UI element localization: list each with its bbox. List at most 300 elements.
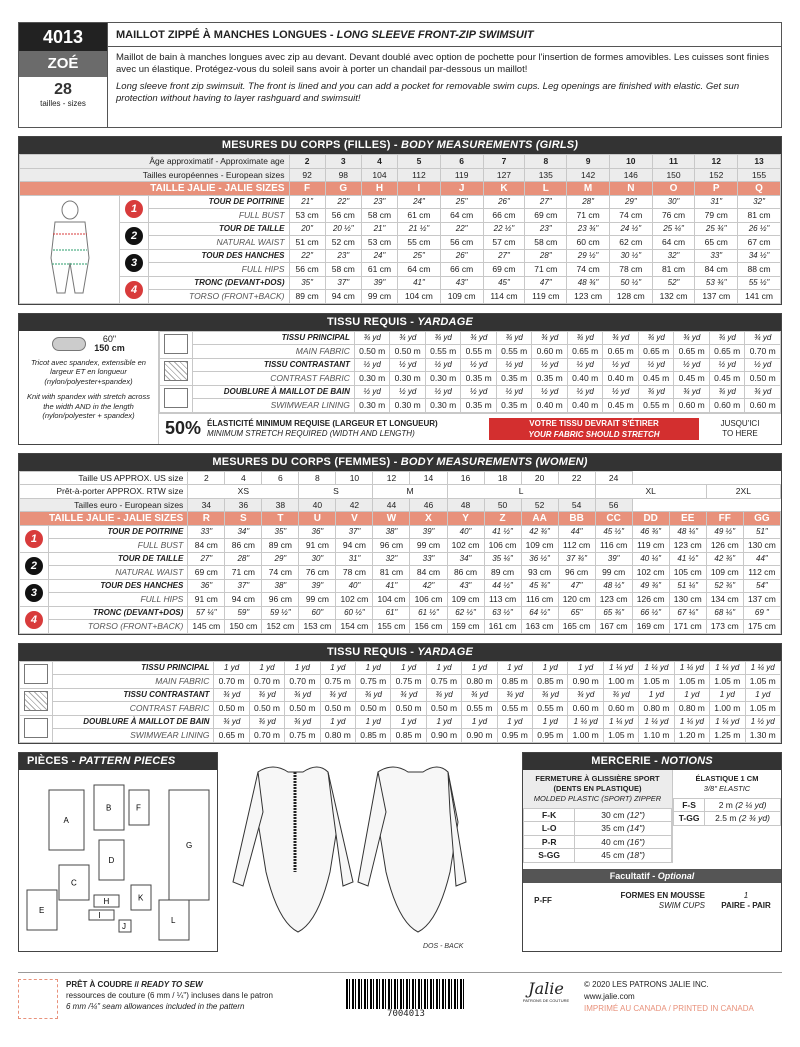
- measure-label-fr: TOUR DES HANCHES: [100, 581, 184, 591]
- meter-cell: 0.75 m: [356, 675, 391, 689]
- title-en: NOTIONS: [661, 754, 713, 767]
- yard-cell: ½ yd: [603, 385, 639, 399]
- yard-cell: 1 ¼ yd: [639, 661, 674, 675]
- age-cell: 13: [738, 155, 781, 169]
- inch-cell: 53 ¾": [695, 276, 738, 290]
- meter-cell: 0.65 m: [603, 345, 639, 359]
- inch-cell: 28": [525, 249, 567, 263]
- yard-cell: ¾ yd: [603, 331, 639, 345]
- jalie-size: U: [299, 512, 336, 526]
- yard-cell: 1 ¼ yd: [710, 715, 745, 729]
- eu-cell: 34: [188, 498, 225, 512]
- measure-label-en: FULL BUST: [149, 209, 289, 223]
- eu-cell: 98: [325, 168, 361, 182]
- measure-label-fr: TRONC (DEVANT+DOS): [93, 608, 184, 618]
- us-cell: 24: [595, 471, 632, 485]
- girls-table: [19, 154, 781, 304]
- cm-cell: 109 cm: [521, 539, 558, 553]
- inch-cell: 52": [652, 276, 695, 290]
- table-row: [20, 155, 781, 169]
- swimsuit-illustration: [218, 752, 468, 952]
- cm-cell: 137 cm: [743, 593, 780, 607]
- measure-label-fr: TOUR DE TAILLE: [219, 224, 285, 234]
- jalie-size: R: [188, 512, 225, 526]
- inch-cell: 21": [361, 222, 397, 236]
- inch-cell: 42 ¾": [706, 552, 743, 566]
- meter-cell: 1.20 m: [674, 729, 709, 743]
- inch-cell: 45 ¾": [521, 579, 558, 593]
- meter-cell: 0.50 m: [320, 702, 355, 716]
- yard-cell: 1 ¼ yd: [568, 715, 603, 729]
- to-fr: JUSQU'ICI: [720, 418, 760, 428]
- rtw-cell: 2XL: [706, 485, 780, 499]
- cm-cell: 130 cm: [669, 593, 706, 607]
- measure-1-icon: 1: [125, 200, 143, 218]
- inch-cell: 22": [289, 249, 325, 263]
- front-body: [258, 767, 338, 932]
- measure-label: [48, 606, 187, 620]
- jalie-logo: [516, 979, 576, 1032]
- cm-cell: 94 cm: [225, 593, 262, 607]
- yardage-label-en: CONTRAST FABRIC: [193, 372, 355, 386]
- cm-cell: 99 cm: [361, 290, 397, 304]
- table-row: [20, 222, 781, 236]
- cm-cell: 120 cm: [558, 593, 595, 607]
- stretch-to-here: [705, 419, 775, 439]
- measure-label: [149, 276, 289, 290]
- inch-cell: 42 ¾": [521, 525, 558, 539]
- cm-cell: 134 cm: [706, 593, 743, 607]
- table-row: [160, 399, 781, 413]
- inch-cell: 24": [361, 249, 397, 263]
- jalie-size: X: [410, 512, 447, 526]
- meter-cell: 0.30 m: [354, 399, 390, 413]
- rtw-cell: S: [299, 485, 373, 499]
- zip-length: 30 cm (12"): [575, 808, 672, 822]
- inch-cell: 23": [525, 222, 567, 236]
- women-yardage-table: [19, 661, 781, 743]
- cm-cell: 106 cm: [484, 539, 521, 553]
- us-cell: 6: [262, 471, 299, 485]
- cm-cell: 106 cm: [410, 593, 447, 607]
- yardage-label-en: CONTRAST FABRIC: [52, 702, 213, 716]
- inch-cell: 48 ¼": [669, 525, 706, 539]
- stretch-en: MINIMUM STRETCH REQUIRED (WIDTH AND LENGTH): [207, 428, 415, 438]
- us-label: Taille US APPROX. US size: [20, 471, 188, 485]
- yard-cell: ½ yd: [354, 385, 390, 399]
- measure-3-icon: 3: [125, 254, 143, 272]
- eu-cell: 146: [609, 168, 652, 182]
- yard-cell: 1 yd: [320, 661, 355, 675]
- swatch-cell: [160, 385, 193, 412]
- fabric-width-values: [94, 335, 125, 354]
- body-figure: [25, 198, 115, 298]
- table-row: [20, 182, 781, 196]
- jalie-size: N: [609, 182, 652, 196]
- jalie-size: EE: [669, 512, 706, 526]
- piece-label: G: [186, 840, 193, 850]
- swatch-cell: [20, 688, 53, 715]
- eu-cell: 150: [652, 168, 695, 182]
- cm-cell: 155 cm: [373, 620, 410, 634]
- meter-cell: 0.95 m: [497, 729, 532, 743]
- inch-cell: 40": [336, 579, 373, 593]
- meter-cell: 1.10 m: [639, 729, 674, 743]
- table-row: [20, 485, 781, 499]
- jalie-size: V: [336, 512, 373, 526]
- inch-cell: 23": [325, 249, 361, 263]
- inch-cell: 59 ½": [262, 606, 299, 620]
- measure-label: [48, 579, 187, 593]
- cm-cell: 99 cm: [595, 566, 632, 580]
- inch-cell: 24 ½": [609, 222, 652, 236]
- yardage-label-fr: TISSU PRINCIPAL: [281, 333, 350, 343]
- stretch-text: [207, 419, 489, 439]
- piece-label: A: [63, 815, 69, 825]
- meter-cell: 0.85 m: [356, 729, 391, 743]
- table-row: [20, 525, 781, 539]
- to-en: TO HERE: [722, 428, 758, 438]
- yard-cell: ¾ yd: [285, 688, 320, 702]
- measure-2-icon: 2: [25, 557, 43, 575]
- yard-cell: ¾ yd: [674, 385, 710, 399]
- measure-label: [48, 552, 187, 566]
- yard-cell: 1 yd: [285, 661, 320, 675]
- elastic-table: [673, 798, 781, 826]
- table-row: [20, 593, 781, 607]
- inch-cell: 43": [447, 579, 484, 593]
- cm-cell: 152 cm: [262, 620, 299, 634]
- cm-cell: 61 cm: [361, 263, 397, 277]
- yard-cell: ¾ yd: [638, 331, 674, 345]
- meter-cell: 0.90 m: [426, 729, 461, 743]
- measure-icon-cell: [120, 276, 149, 303]
- inch-cell: 43": [440, 276, 483, 290]
- eu-cell: 38: [262, 498, 299, 512]
- cm-cell: 173 cm: [706, 620, 743, 634]
- meter-cell: 1.00 m: [568, 729, 603, 743]
- inch-cell: 28": [567, 195, 610, 209]
- age-cell: 5: [398, 155, 441, 169]
- yard-cell: 1 yd: [533, 715, 568, 729]
- cm-cell: 112 cm: [743, 566, 780, 580]
- title-en: LONG SLEEVE FRONT-ZIP SWIMSUIT: [336, 29, 534, 41]
- meter-cell: 0.35 m: [461, 372, 497, 386]
- women-table: [19, 471, 781, 634]
- swatch-cell: [160, 358, 193, 385]
- meter-cell: 0.30 m: [425, 399, 461, 413]
- notions: [522, 752, 782, 952]
- inch-cell: 61": [373, 606, 410, 620]
- inch-cell: 34": [447, 552, 484, 566]
- meter-cell: 1.25 m: [710, 729, 745, 743]
- barcode-bars: [346, 979, 466, 1009]
- meter-cell: 0.50 m: [391, 702, 426, 716]
- inch-cell: 48 ½": [595, 579, 632, 593]
- notions-body: [523, 770, 781, 863]
- meter-cell: 0.55 m: [462, 702, 497, 716]
- measure-label-fr: TOUR DE POITRINE: [208, 197, 285, 207]
- cm-cell: 163 cm: [521, 620, 558, 634]
- women-yardage: [18, 643, 782, 744]
- cm-cell: 55 cm: [398, 236, 441, 250]
- yard-cell: ¾ yd: [391, 688, 426, 702]
- logo-sub: PATRONS DE COUTURE: [522, 998, 570, 1003]
- inch-cell: 63 ½": [484, 606, 521, 620]
- meter-cell: 0.95 m: [533, 729, 568, 743]
- girls-yardage-title: [19, 314, 781, 331]
- yard-cell: ½ yd: [709, 358, 745, 372]
- inch-cell: 30 ½": [609, 249, 652, 263]
- table-row: [160, 385, 781, 399]
- cm-cell: 109 cm: [706, 566, 743, 580]
- meter-cell: 0.30 m: [390, 399, 426, 413]
- girls-yardage-table: [159, 331, 781, 413]
- yardage-label: [52, 661, 213, 675]
- yard-cell: ¾ yd: [462, 688, 497, 702]
- yard-cell: 1 ¼ yd: [674, 661, 709, 675]
- table-row: [20, 675, 781, 689]
- red-fr: VOTRE TISSU DEVRAIT S'ÉTIRER: [529, 418, 659, 428]
- cm-cell: 89 cm: [484, 566, 521, 580]
- yard-cell: ½ yd: [567, 358, 603, 372]
- yard-cell: 1 yd: [497, 661, 532, 675]
- meter-cell: 1.30 m: [745, 729, 781, 743]
- measure-label: [149, 249, 289, 263]
- cm-cell: 132 cm: [652, 290, 695, 304]
- age-cell: 2: [289, 155, 325, 169]
- notions-title: [523, 753, 781, 770]
- inch-cell: 36 ½": [521, 552, 558, 566]
- piece-label: B: [106, 803, 112, 812]
- inch-cell: 25": [398, 249, 441, 263]
- us-cell: 8: [299, 471, 336, 485]
- cm-cell: 66 cm: [440, 263, 483, 277]
- description-en: Long sleeve front zip swimsuit. The front is lined and you can add a pocket for removable swim cups. Leg openings are finished with elastic. Get sun protection without having to layer rashguard and swimsuit!: [116, 81, 740, 104]
- cm-cell: 94 cm: [336, 539, 373, 553]
- fabric-swatch: [164, 334, 188, 354]
- yardage-label-fr: TISSU CONTRASTANT: [123, 690, 210, 700]
- optional-bar: [523, 869, 781, 883]
- inch-cell: 64 ½": [521, 606, 558, 620]
- yard-cell: ¾ yd: [568, 688, 603, 702]
- age-cell: 4: [361, 155, 397, 169]
- inch-cell: 27": [483, 249, 525, 263]
- cm-cell: 145 cm: [188, 620, 225, 634]
- measure-2-icon: 2: [125, 227, 143, 245]
- inch-cell: 65": [558, 606, 595, 620]
- cm-cell: 58 cm: [525, 236, 567, 250]
- rtw-label: Prêt-à-porter APPROX. RTW size: [20, 485, 188, 499]
- swim-cups-row: [523, 883, 781, 919]
- cm-cell: 84 cm: [410, 566, 447, 580]
- eu-cell: 104: [361, 168, 397, 182]
- inch-cell: 60": [299, 606, 336, 620]
- sa-fr: ressources de couture (6 mm / ¼") incluses dans le patron: [66, 991, 273, 1000]
- yard-cell: ½ yd: [496, 385, 532, 399]
- meter-cell: 0.75 m: [320, 675, 355, 689]
- meter-cell: 0.70 m: [214, 675, 249, 689]
- header-right: [107, 23, 781, 127]
- yard-cell: 1 ¼ yd: [603, 715, 638, 729]
- cm-cell: 104 cm: [398, 290, 441, 304]
- table-row: [524, 849, 672, 863]
- meter-cell: 0.60 m: [709, 399, 745, 413]
- cm-cell: 112 cm: [558, 539, 595, 553]
- cm-cell: 141 cm: [738, 290, 781, 304]
- fabric-roll-icon: [52, 337, 86, 351]
- website-link[interactable]: www.jalie.com: [584, 992, 635, 1001]
- sizes-box: [19, 77, 107, 108]
- yardage-label-en: MAIN FABRIC: [193, 345, 355, 359]
- yard-cell: ¾ yd: [567, 331, 603, 345]
- cm-cell: 81 cm: [738, 209, 781, 223]
- us-cell: 22: [558, 471, 595, 485]
- inch-cell: 41": [373, 579, 410, 593]
- meter-cell: 0.80 m: [320, 729, 355, 743]
- table-row: [524, 835, 672, 849]
- age-cell: 6: [440, 155, 483, 169]
- measure-icon-cell: [120, 249, 149, 276]
- inch-cell: 46 ¾": [632, 525, 669, 539]
- measure-label-en: FULL HIPS: [149, 263, 289, 277]
- cm-cell: 61 cm: [398, 209, 441, 223]
- red-en: YOUR FABRIC SHOULD STRETCH: [528, 429, 660, 439]
- back-left-sleeve: [358, 772, 386, 886]
- yardage-label: [52, 688, 213, 702]
- inch-cell: 48 ¾": [567, 276, 610, 290]
- cm-cell: 74 cm: [609, 209, 652, 223]
- measure-icon-cell: [20, 579, 49, 606]
- jalie-size: CC: [595, 512, 632, 526]
- us-cell: 10: [336, 471, 373, 485]
- title-fr: MESURES DU CORPS (FILLES) -: [221, 139, 402, 151]
- women-measurements: [18, 453, 782, 635]
- yardage-label: [193, 331, 355, 345]
- inch-cell: 20 ½": [325, 222, 361, 236]
- cm-cell: 84 cm: [188, 539, 225, 553]
- meter-cell: 0.40 m: [567, 372, 603, 386]
- us-cell: 2: [188, 471, 225, 485]
- table-row: [20, 606, 781, 620]
- pattern-piece-I: [89, 910, 114, 920]
- cm-cell: 161 cm: [484, 620, 521, 634]
- measure-label-fr: TOUR DE POITRINE: [107, 527, 184, 537]
- table-row: [20, 579, 781, 593]
- inch-cell: 35 ¼": [484, 552, 521, 566]
- us-cell: 20: [521, 471, 558, 485]
- yard-cell: ¾ yd: [532, 331, 568, 345]
- meter-cell: 0.75 m: [391, 675, 426, 689]
- cm-cell: 62 cm: [609, 236, 652, 250]
- inch-cell: 30": [652, 195, 695, 209]
- yard-cell: 1 yd: [391, 661, 426, 675]
- stretch-bar: [489, 418, 699, 440]
- inch-cell: 28": [225, 552, 262, 566]
- meter-cell: 1.05 m: [639, 675, 674, 689]
- measure-label: [149, 195, 289, 209]
- table-row: [20, 539, 781, 553]
- cm-cell: 156 cm: [410, 620, 447, 634]
- barcode: [346, 979, 466, 1032]
- yard-cell: ½ yd: [390, 385, 426, 399]
- meter-cell: 0.65 m: [567, 345, 603, 359]
- cm-cell: 53 cm: [361, 236, 397, 250]
- meter-cell: 0.65 m: [709, 345, 745, 359]
- inch-cell: 25": [440, 195, 483, 209]
- inch-cell: 40 ¼": [632, 552, 669, 566]
- jalie-size: FF: [706, 512, 743, 526]
- meter-cell: 0.55 m: [638, 399, 674, 413]
- bottom-section: [18, 752, 782, 952]
- copyright-block: [576, 979, 782, 1032]
- table-row: [20, 566, 781, 580]
- zipper-column: [523, 770, 673, 863]
- title-fr: MAILLOT ZIPPÉ À MANCHES LONGUES -: [116, 29, 337, 41]
- inch-cell: 26": [483, 195, 525, 209]
- yard-cell: ¾ yd: [496, 331, 532, 345]
- inch-cell: 40": [447, 525, 484, 539]
- title-en: YARDAGE: [417, 645, 473, 658]
- yard-cell: 1 yd: [426, 661, 461, 675]
- yard-cell: 1 yd: [674, 688, 709, 702]
- eu-cell: 56: [595, 498, 632, 512]
- yard-cell: 1 yd: [745, 688, 781, 702]
- cm-cell: 159 cm: [447, 620, 484, 634]
- inch-cell: 22": [325, 195, 361, 209]
- piece-label: I: [98, 910, 101, 920]
- yard-cell: ½ yd: [638, 358, 674, 372]
- yard-cell: ¾ yd: [285, 715, 320, 729]
- printed-in: IMPRIMÉ AU CANADA / PRINTED IN CANADA: [584, 1004, 754, 1013]
- inch-cell: 27": [525, 195, 567, 209]
- cm-cell: 64 cm: [398, 263, 441, 277]
- inch-cell: 23 ¾": [567, 222, 610, 236]
- inch-cell: 29 ½": [567, 249, 610, 263]
- inch-cell: 52 ¾": [706, 579, 743, 593]
- cm-cell: 150 cm: [225, 620, 262, 634]
- jalie-size: K: [483, 182, 525, 196]
- cm-cell: 89 cm: [262, 539, 299, 553]
- measure-label-fr: TOUR DE TAILLE: [117, 554, 184, 564]
- cm-cell: 126 cm: [632, 593, 669, 607]
- inch-cell: 38": [373, 525, 410, 539]
- table-row: [20, 688, 781, 702]
- cm-cell: 130 cm: [743, 539, 780, 553]
- fabric-swatch: [164, 388, 188, 408]
- measure-label-fr: TOUR DES HANCHES: [201, 251, 285, 261]
- ready-en: READY TO SEW: [141, 980, 203, 989]
- inch-cell: 25 ¾": [695, 222, 738, 236]
- inch-cell: 41": [398, 276, 441, 290]
- yard-cell: 1 yd: [568, 661, 603, 675]
- inch-cell: 68 ¼": [706, 606, 743, 620]
- yard-cell: ¾ yd: [603, 688, 638, 702]
- measure-4-icon: 4: [25, 611, 43, 629]
- us-cell: 12: [373, 471, 410, 485]
- title-fr: PIÈCES -: [27, 754, 79, 767]
- yard-cell: ½ yd: [425, 385, 461, 399]
- yard-cell: 1 ½ yd: [745, 715, 781, 729]
- inch-cell: 30": [299, 552, 336, 566]
- inch-cell: 55 ½": [738, 276, 781, 290]
- title-fr: TISSU REQUIS -: [327, 645, 418, 658]
- girls-measurements-title: [19, 137, 781, 154]
- cm-cell: 89 cm: [289, 290, 325, 304]
- meter-cell: 0.90 m: [462, 729, 497, 743]
- swim-cups-qty: [711, 891, 781, 911]
- cm-cell: 102 cm: [336, 593, 373, 607]
